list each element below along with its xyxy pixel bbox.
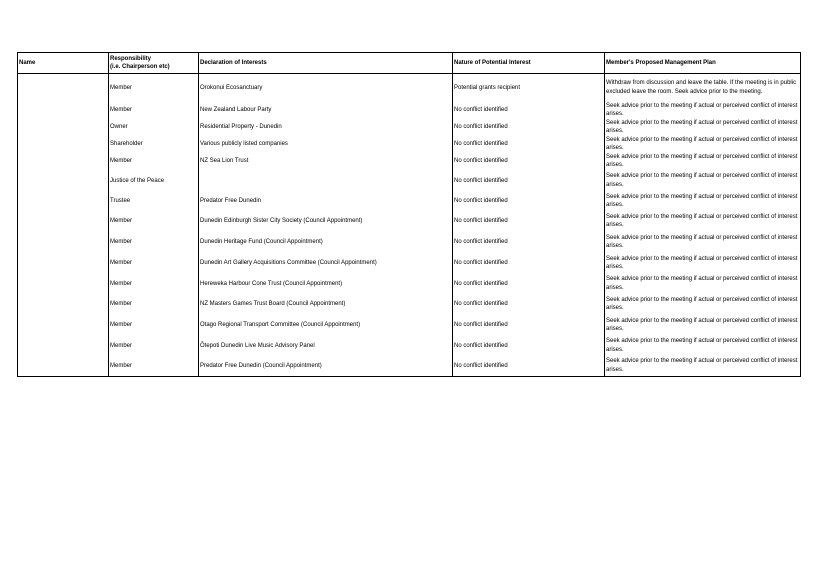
table-row — [18, 119, 801, 136]
cell-name — [18, 356, 109, 377]
cell-responsibility: Member — [109, 315, 199, 336]
cell-declaration: Hereweka Harbour Cone Trust (Council Appointment) — [199, 274, 453, 294]
cell-management-plan: Withdraw from discussion and leave the table. If the meeting is in public excluded leave the room. Seek advice prior to the meeting. — [606, 80, 797, 95]
cell-name — [18, 336, 109, 356]
cell-name — [18, 136, 109, 153]
cell-declaration: Various publicly listed companies — [199, 136, 453, 153]
cell-declaration: Residential Property - Dunedin — [199, 119, 453, 136]
cell-nature: No conflict identified — [453, 211, 605, 232]
table-row — [18, 356, 801, 377]
cell-management-plan: Seek advice prior to the meeting if actual or perceived conflict of interest arises. — [606, 338, 798, 353]
cell-name — [18, 211, 109, 232]
cell-management-plan: Seek advice prior to the meeting if actual or perceived conflict of interest arises. — [606, 276, 798, 291]
table-row — [18, 74, 801, 102]
cell-declaration: Ōtepoti Dunedin Live Music Advisory Panel — [199, 336, 453, 356]
cell-management-plan: Seek advice prior to the meeting if actual or perceived conflict of interest arises. — [606, 317, 798, 332]
cell-responsibility: Member — [109, 153, 199, 170]
cell-nature: No conflict identified — [453, 356, 605, 377]
cell-name — [18, 170, 109, 192]
cell-nature: No conflict identified — [453, 136, 605, 153]
cell-management-plan: Seek advice prior to the meeting if actual or perceived conflict of interest arises. — [606, 296, 798, 311]
cell-management-plan: Seek advice prior to the meeting if actual or perceived conflict of interest arises. — [606, 173, 798, 188]
cell-responsibility: Member — [109, 74, 199, 102]
table-body — [18, 74, 801, 377]
cell-management-plan: Seek advice prior to the meeting if actual or perceived conflict of interest arises. — [606, 119, 798, 134]
cell-declaration: Dunedin Heritage Fund (Council Appointment) — [199, 232, 453, 253]
table-row — [18, 294, 801, 315]
cell-nature: No conflict identified — [453, 315, 605, 336]
cell-declaration: Dunedin Art Gallery Acquisitions Committee (Council Appointment) — [199, 253, 453, 274]
table-row — [18, 274, 801, 294]
cell-name — [18, 102, 109, 119]
cell-nature: No conflict identified — [453, 336, 605, 356]
cell-management-plan: Seek advice prior to the meeting if actual or perceived conflict of interest arises. — [606, 153, 798, 168]
table-row — [18, 136, 801, 153]
table-row — [18, 315, 801, 336]
cell-responsibility: Trustee — [109, 192, 199, 211]
header-nature: Nature of Potential Interest — [453, 53, 605, 74]
cell-nature: No conflict identified — [453, 294, 605, 315]
header-name: Name — [18, 53, 109, 74]
cell-responsibility: Member — [109, 294, 199, 315]
cell-declaration: Orokonui Ecosanctuary — [199, 74, 453, 102]
cell-nature: No conflict identified — [453, 119, 605, 136]
table-row — [18, 170, 801, 192]
cell-name — [18, 274, 109, 294]
cell-management-plan: Seek advice prior to the meeting if actual or perceived conflict of interest arises. — [606, 102, 798, 117]
cell-nature: No conflict identified — [453, 274, 605, 294]
header-row — [18, 53, 801, 74]
table-row — [18, 232, 801, 253]
header-plan: Member's Proposed Management Plan — [605, 53, 801, 74]
cell-name — [18, 294, 109, 315]
cell-responsibility: Justice of the Peace — [109, 170, 199, 192]
table-header — [18, 53, 801, 74]
header-declaration: Declaration of Interests — [199, 53, 453, 74]
cell-nature: No conflict identified — [453, 102, 605, 119]
table-row — [18, 211, 801, 232]
cell-declaration: New Zealand Labour Party — [199, 102, 453, 119]
cell-name — [18, 74, 109, 102]
cell-declaration: NZ Sea Lion Trust — [199, 153, 453, 170]
cell-declaration: Dunedin Edinburgh Sister City Society (Council Appointment) — [199, 211, 453, 232]
header-responsibility-line2: (i.e. Chairperson etc) — [110, 64, 170, 70]
table-row — [18, 253, 801, 274]
cell-responsibility: Member — [109, 102, 199, 119]
cell-responsibility: Shareholder — [109, 136, 199, 153]
cell-management-plan: Seek advice prior to the meeting if actual or perceived conflict of interest arises. — [606, 358, 798, 373]
cell-management-plan: Seek advice prior to the meeting if actual or perceived conflict of interest arises. — [606, 213, 798, 228]
table-row — [18, 336, 801, 356]
table-row — [18, 153, 801, 170]
cell-responsibility: Member — [109, 232, 199, 253]
cell-responsibility: Member — [109, 336, 199, 356]
cell-management-plan: Seek advice prior to the meeting if actual or perceived conflict of interest arises. — [606, 255, 798, 270]
cell-nature: No conflict identified — [453, 192, 605, 211]
cell-declaration: Predator Free Dunedin — [199, 192, 453, 211]
cell-nature: Potential grants recipient — [453, 74, 605, 102]
cell-responsibility: Owner — [109, 119, 199, 136]
cell-nature: No conflict identified — [453, 253, 605, 274]
header-responsibility — [109, 53, 199, 74]
cell-management-plan: Seek advice prior to the meeting if actual or perceived conflict of interest arises. — [606, 234, 798, 249]
cell-name — [18, 315, 109, 336]
cell-declaration: NZ Masters Games Trust Board (Council Appointment) — [199, 294, 453, 315]
cell-nature: No conflict identified — [453, 153, 605, 170]
header-responsibility-line1: Responsibility — [110, 56, 152, 62]
cell-responsibility: Member — [109, 211, 199, 232]
cell-name — [18, 119, 109, 136]
cell-management-plan: Seek advice prior to the meeting if actual or perceived conflict of interest arises. — [606, 193, 798, 208]
cell-nature: No conflict identified — [453, 232, 605, 253]
table-row — [18, 102, 801, 119]
cell-declaration: Predator Free Dunedin (Council Appointment) — [199, 356, 453, 377]
cell-declaration — [199, 170, 453, 192]
cell-responsibility: Member — [109, 356, 199, 377]
cell-name — [18, 253, 109, 274]
cell-nature: No conflict identified — [453, 170, 605, 192]
cell-declaration: Otago Regional Transport Committee (Council Appointment) — [199, 315, 453, 336]
cell-name — [18, 192, 109, 211]
cell-name — [18, 153, 109, 170]
cell-responsibility: Member — [109, 274, 199, 294]
cell-name — [18, 232, 109, 253]
cell-management-plan: Seek advice prior to the meeting if actual or perceived conflict of interest arises. — [606, 136, 798, 151]
table-row — [18, 192, 801, 211]
declaration-of-interests-table — [17, 52, 801, 377]
cell-responsibility: Member — [109, 253, 199, 274]
